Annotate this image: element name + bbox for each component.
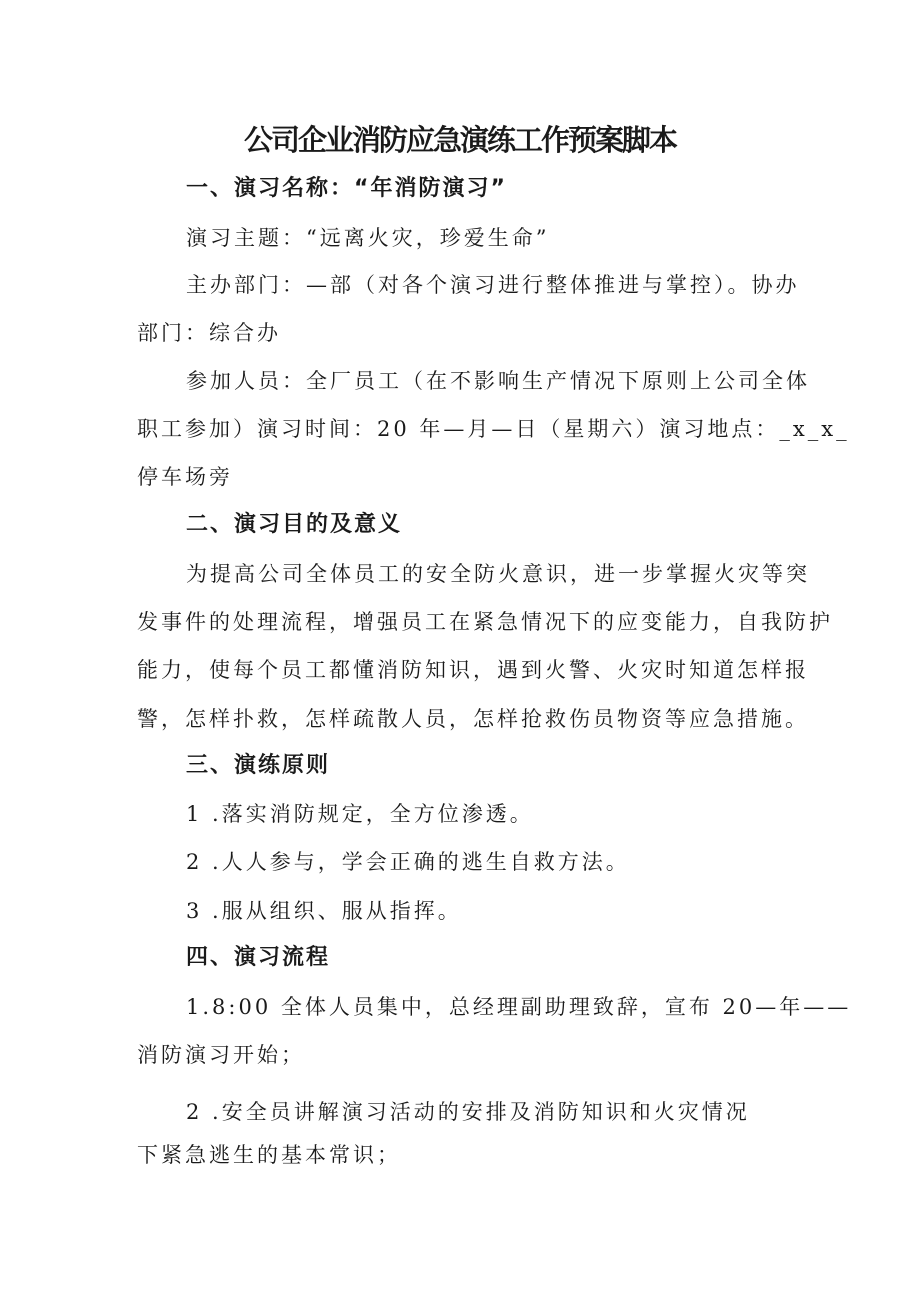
participants-line-cont-2: 停车场旁 — [137, 465, 233, 489]
host-department-line-cont: 部门：综合办 — [137, 321, 281, 345]
purpose-paragraph-line-2: 发事件的处理流程，增强员工在紧急情况下的应变能力，自我防护 — [137, 610, 833, 634]
section-heading-4: 四、演习流程 — [186, 945, 331, 970]
process-item-2: 2 .安全员讲解演习活动的安排及消防知识和火灾情况 — [186, 1100, 750, 1124]
section-heading-2: 二、演习目的及意义 — [186, 512, 403, 537]
drill-theme-line: 演习主题：“远离火灾，珍爱生命” — [186, 226, 550, 250]
purpose-paragraph-line-3: 能力，使每个员工都懂消防知识，遇到火警、火灾时知道怎样报 — [137, 658, 809, 682]
section-heading-3: 三、演练原则 — [186, 753, 331, 778]
process-item-1-cont: 消防演习开始； — [137, 1043, 305, 1067]
principle-item-2: 2 .人人参与，学会正确的逃生自救方法。 — [186, 850, 630, 874]
principle-item-3: 3 .服从组织、服从指挥。 — [186, 899, 462, 923]
participants-line-cont: 职工参加）演习时间：20 年—月—日（星期六）演习地点：_x_x_ — [137, 417, 850, 441]
process-item-1: 1.8:00 全体人员集中，总经理副助理致辞，宣布 20—年—— — [186, 995, 852, 1019]
section-heading-1: 一、演习名称：“年消防演习” — [186, 176, 507, 201]
host-department-line: 主办部门：—部（对各个演习进行整体推进与掌控）。协办 — [186, 273, 800, 297]
purpose-paragraph-line-4: 警，怎样扑救，怎样疏散人员，怎样抢救伤员物资等应急措施。 — [137, 707, 809, 731]
purpose-paragraph-line-1: 为提高公司全体员工的安全防火意识，进一步掌握火灾等突 — [186, 562, 810, 586]
participants-line: 参加人员：全厂员工（在不影响生产情况下原则上公司全体 — [186, 369, 810, 393]
process-item-2-cont: 下紧急逃生的基本常识； — [137, 1143, 401, 1167]
document-title: 公司企业消防应急演练工作预案脚本 — [243, 123, 676, 157]
principle-item-1: 1 .落实消防规定，全方位渗透。 — [186, 802, 534, 826]
